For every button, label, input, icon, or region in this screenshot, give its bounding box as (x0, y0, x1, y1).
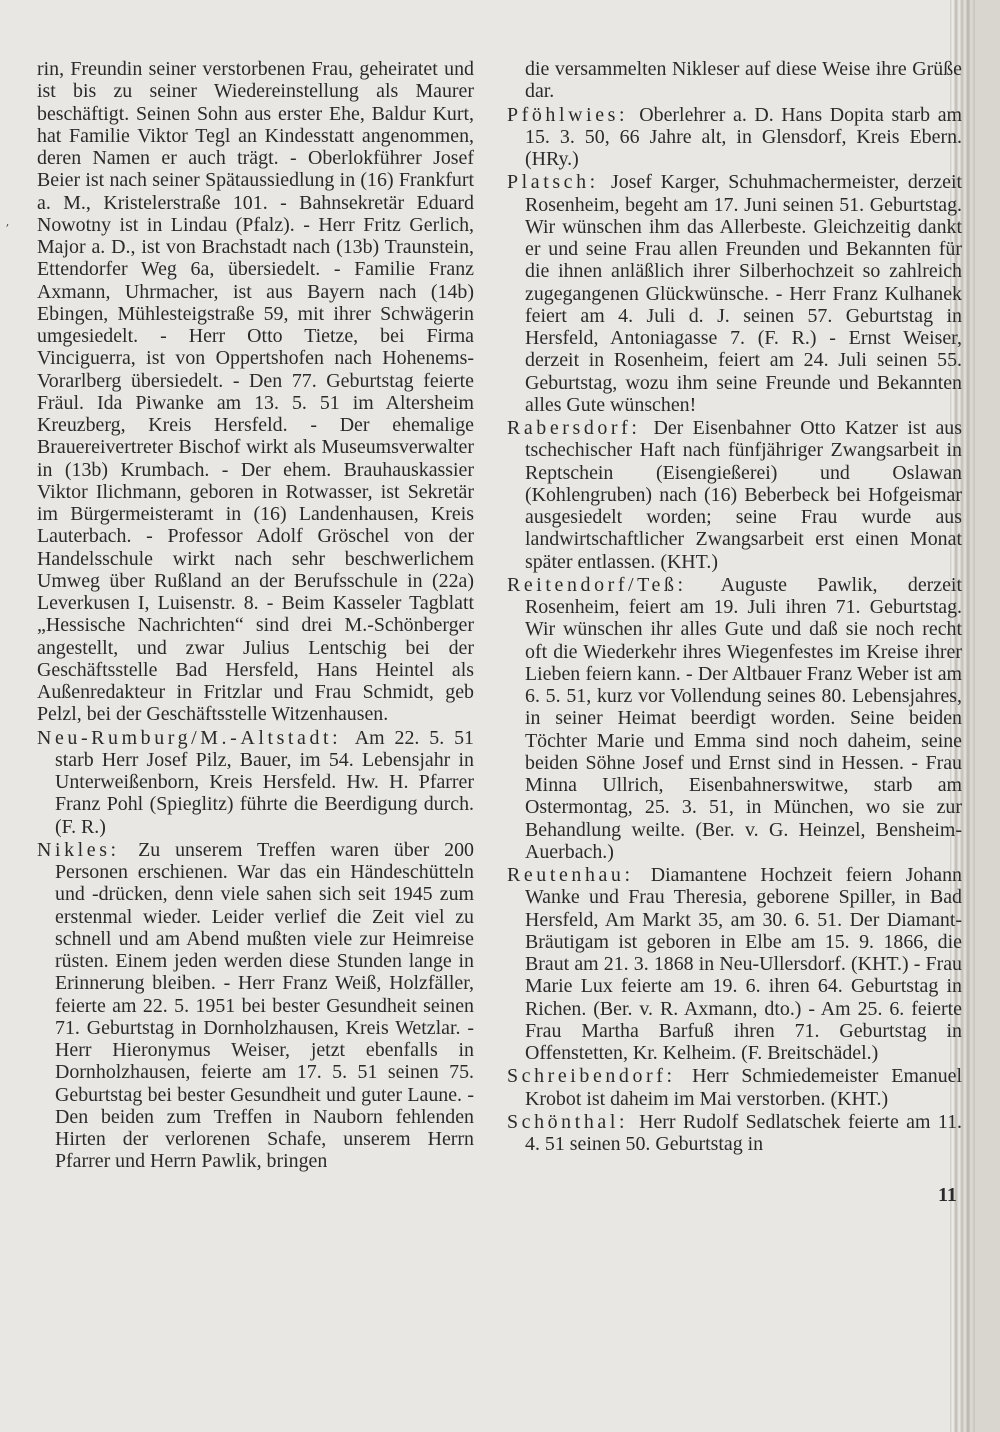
entry-text: Der Eisenbahner Otto Katzer ist aus tschechischer Haft nach fünfjähriger Zwangsarbeit in Reptschein (Eisengießerei) und Oslawan (Kohlengruben) nach (16) Beberbeck bei Hofgeismar ausgesiedelt worden; seine Frau wurde aus landwirtschaftlicher Zwangsarbeit erst einen Monat später entlassen. (KHT.) (525, 417, 962, 573)
entry-text: Am 22. 5. 51 starb Herr Josef Pilz, Bauer, im 54. Lebensjahr in Unterweißenborn, Kreis Hersfeld. Hw. H. Pfarrer Franz Pohl (Spieglitz) führte die Beerdigung durch. (F. R.) (55, 726, 474, 838)
entry-text: Herr Rudolf Sedlatschek feierte am 11. 4. 51 seinen 50. Geburtstag in (525, 1110, 963, 1155)
place-heading: Schönthal: (507, 1110, 640, 1133)
entry-reitendorf (507, 574, 962, 863)
entry-platsch (507, 171, 962, 416)
entry-text: Auguste Pawlik, derzeit Rosenheim, feiert am 19. Juli ihren 71. Geburtstag. Wir wünschen ihr alles Gute und daß sie noch recht oft die Wiederkehr ihres Wiegenfestes im Kreise ihrer Lieben feiern kann. - Der Altbauer Franz Weber ist am 6. 5. 51, kurz vor Vollendung seines 80. Lebensjahres, in seiner Heimat beerdigt worden. Seine beiden Töchter Marie und Emma sind noch daheim, seine beiden Söhne Josef und Ernst sind in Hessen. - Frau Minna Ullrich, Eisenbahnerswitwe, starb am Ostermontag, 25. 3. 51, in München, wo sie zur Behandlung weilte. (Ber. v. G. Heinzel, Bensheim-Auerbach.) (525, 573, 962, 863)
page-number: 11 (938, 1184, 957, 1206)
entry-neu-rumburg (37, 727, 474, 838)
right-column (507, 58, 962, 1156)
right-continuation-paragraph: die versammelten Nikleser auf diese Weise ihre Grüße dar. (525, 58, 962, 103)
place-heading: Rabersdorf: (507, 417, 654, 439)
entry-reutenhau (507, 864, 962, 1064)
entry-text: Josef Karger, Schuhmachermeister, derzeit Rosenheim, begeht am 17. Juni seinen 51. Geburtstag. Wir wünschen ihm das Allerbeste. Gleichzeitig dankt er und seine Frau allen Freunden und Bekannten für die ihnen anläßlich ihrer Silberhochzeit so zahlreich zugegangenen Glückwünsche. - Herr Franz Kulhanek feiert am 4. Juli d. J. seinen 57. Geburtstag in Hersfeld, Antoniagasse 7. (F. R.) - Ernst Weiser, derzeit in Rosenheim, feiert am 24. Juli seinen 55. Geburtstag, wozu ihm seine Freunde und Bekannten alles Gute wünschen! (525, 171, 962, 416)
entry-text: Diamantene Hochzeit feiern Johann Wanke und Frau Theresia, geborene Spiller, in Bad Hersfeld, Am Markt 35, am 30. 6. 51. Der Diamant-Bräutigam ist geboren in Elbe am 15. 9. 1866, die Braut am 21. 3. 1868 in Neu-Ullersdorf. (KHT.) - Frau Marie Lux feierte am 19. 6. ihren 64. Geburtstag in Richen. (Ber. v. R. Axmann, dto.) - Am 25. 6. feierte Frau Martha Barfuß ihren 71. Geburtstag in Offenstetten, Kr. Kelheim. (F. Breitschädel.) (525, 864, 962, 1064)
entry-pfoehlwies (507, 104, 962, 171)
entry-text: Oberlehrer a. D. Hans Dopita starb am 15. 3. 50, 66 Jahre alt, in Glensdorf, Kreis Ebern. (HRy.) (525, 103, 963, 170)
left-continuation-paragraph: rin, Freundin seiner verstorbenen Frau, geheiratet und ist bis zu seiner Wiedereinstellung als Maurer beschäftigt. Seinen Sohn aus erster Ehe, Baldur Kurt, hat Familie Viktor Tegl an Kindesstatt angenommen, deren Namen er auch trägt. - Oberlokführer Josef Beier ist nach seiner Spätaussiedlung in (16) Frankfurt a. M., Kristelerstraße 101. - Bahnsekretär Eduard Nowotny ist in Lindau (Pfalz). - Herr Fritz Gerlich, Major a. D., ist von Brachstadt nach (13b) Traunstein, Ettendorfer Weg 6a, übersiedelt. - Familie Franz Axmann, Uhrmacher, ist aus Bayern nach (14b) Ebingen, Mühlesteigstraße 59, mit ihrer Schwägerin umgesiedelt. - Herr Otto Tietze, bei Firma Vinciguerra, ist von Oppertshofen nach Hohenems-Vorarlberg übersiedelt. - Den 77. Geburtstag feierte Fräul. Ida Piwanke am 13. 5. 51 im Altersheim Kreuzberg, Kreis Hersfeld. - Der ehemalige Brauereivertreter Bischof wirkt als Museumsverwalter in (13b) Krumbach. - Der ehem. Brauhauskassier Viktor Ilichmann, geboren in Rotwasser, ist Sekretär im Bürgermeisteramt in (16) Landenhausen, Kreis Lauterbach. - Professor Adolf Gröschel von der Handelsschule wirkt nach sehr beschwerlichem Umweg über Rußland an der Berufsschule in (22a) Leverkusen I, Luisenstr. 8. - Beim Kasseler Tagblatt „Hessische Nachrichten“ sind drei M.-Schönberger angestellt, und zwar Julius Lentschig bei der Geschäftsstelle Bad Hersfeld, Hans Heintel als Außenredakteur in Fritzlar und Frau Schmidt, geb Pelzl, bei der Geschäftsstelle Witzenhausen. (37, 58, 474, 726)
place-heading: Schreibendorf: (507, 1065, 693, 1088)
left-column (37, 58, 474, 1174)
place-heading: Pföhlwies: (507, 103, 640, 126)
entry-text: Herr Schmiedemeister Emanuel Krobot ist daheim im Mai verstorben. (KHT.) (525, 1065, 962, 1110)
place-heading: Platsch: (507, 171, 612, 194)
place-heading: Nikles: (37, 838, 139, 861)
place-heading: Reitendorf/Teß: (507, 573, 721, 596)
entry-schoenthal (507, 1111, 962, 1156)
entry-text: Zu unserem Treffen waren über 200 Personen erschienen. War das ein Händeschütteln und -drücken, denn viele sahen sich seit 1945 zum erstenmal wieder. Leider verlief die Zeit viel zu schnell und am Abend mußten viele zur Heimreise rüsten. Einem jeden werden diese Stunden lange in Erinnerung bleiben. - Herr Franz Weiß, Holzfäller, feierte am 22. 5. 1951 bei bester Gesundheit seinen 71. Geburtstag in Dornholzhausen, Kreis Wetzlar. - Herr Hieronymus Weiser, jetzt ebenfalls in Dornholzhausen, feierte am 17. 5. 51 seinen 75. Geburtstag bei bester Gesundheit und guter Laune. - Den beiden zum Treffen in Nauborn fehlenden Hirten der verlorenen Schafe, unserem Herrn Pfarrer und Herrn Pawlik, bringen (55, 838, 474, 1173)
entry-schreibendorf (507, 1065, 962, 1110)
margin-mark: ʼ (5, 222, 9, 236)
place-heading: Neu-Rumburg/M.-Altstadt: (37, 726, 355, 749)
entry-rabersdorf (507, 417, 962, 573)
entry-nikles (37, 839, 474, 1173)
place-heading: Reutenhau: (507, 864, 651, 886)
